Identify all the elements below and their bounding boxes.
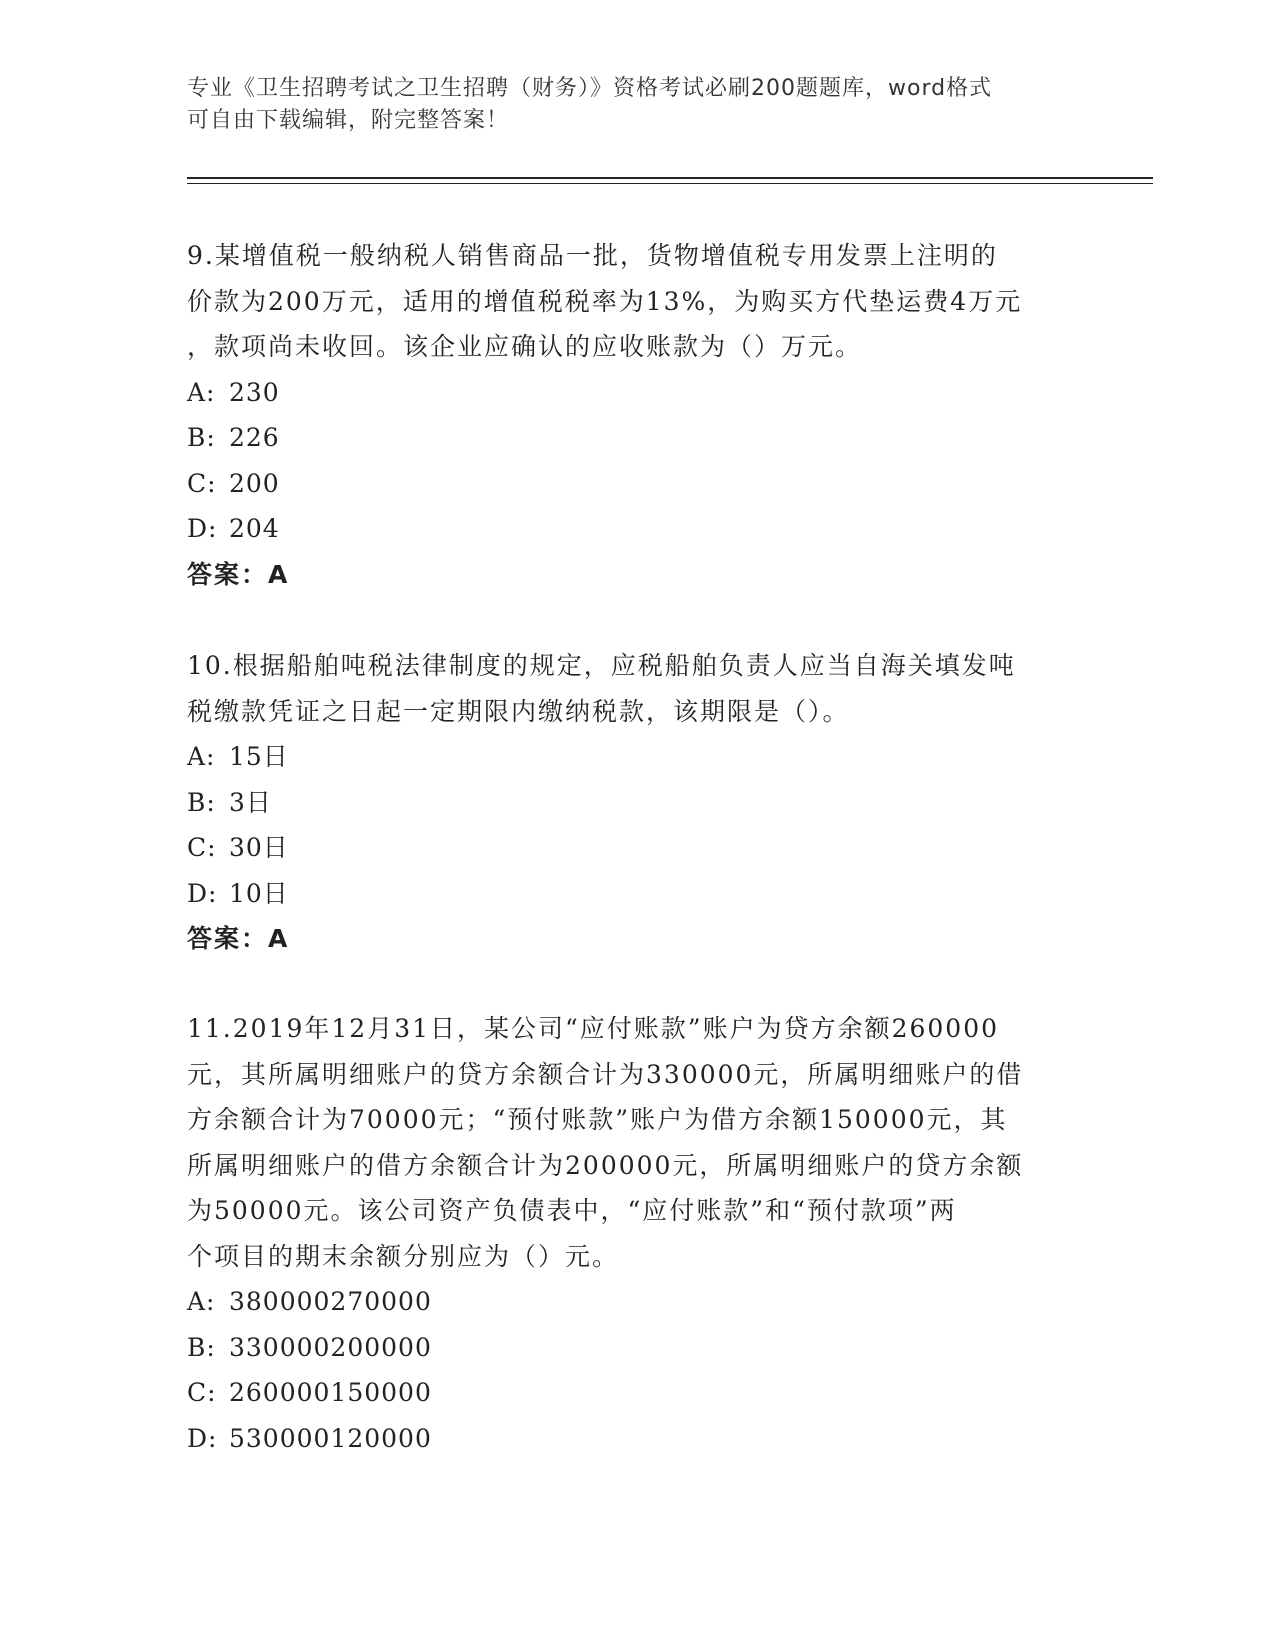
option-c <box>187 1370 1087 1416</box>
option-d <box>187 506 1087 552</box>
option-a <box>187 734 1087 780</box>
option-label: A: <box>187 1287 216 1316</box>
question-text-line: 9.某增值税一般纳税人销售商品一批，货物增值税专用发票上注明的 <box>187 241 998 270</box>
question-10 <box>187 643 1087 962</box>
option-value: 30日 <box>229 833 289 862</box>
option-label: A: <box>187 377 216 407</box>
option-value: 10日 <box>229 878 289 908</box>
question-text-line: 方余额合计为70000元；“预付账款”账户为借方余额150000元，其 <box>187 1105 1008 1134</box>
option-label: C: <box>187 833 217 862</box>
option-value: 380000270000 <box>229 1287 432 1316</box>
question-text-line: 所属明细账户的借方余额合计为200000元，所属明细账户的贷方余额 <box>187 1150 1024 1180</box>
option-label: B: <box>187 1332 216 1362</box>
option-d <box>187 1416 1087 1462</box>
option-label: B: <box>187 423 216 452</box>
option-label: B: <box>187 787 216 817</box>
option-c <box>187 825 1087 871</box>
option-a <box>187 1279 1087 1325</box>
option-value: 260000150000 <box>229 1378 432 1407</box>
answer-text: 答案：A <box>187 924 290 953</box>
option-value: 15日 <box>229 742 289 771</box>
option-value: 3日 <box>229 787 272 817</box>
option-b <box>187 780 1087 826</box>
option-value: 226 <box>229 423 280 452</box>
question-text-line: 元，其所属明细账户的贷方余额合计为330000元，所属明细账户的借 <box>187 1059 1024 1089</box>
option-label: A: <box>187 742 216 771</box>
option-label: C: <box>187 1378 217 1407</box>
option-label: D: <box>187 514 218 543</box>
question-text-line: ，款项尚未收回。该企业应确认的应收账款为（）万元。 <box>187 332 863 361</box>
question-text-line: 个项目的期末余额分别应为（）元。 <box>187 1241 620 1271</box>
header-divider-thick <box>187 177 1153 179</box>
question-text-line: 为50000元。该公司资产负债表中，“应付账款”和“预付款项”两 <box>187 1196 957 1225</box>
document-header <box>187 73 1087 137</box>
option-label: D: <box>187 1423 218 1453</box>
option-value: 204 <box>229 514 280 543</box>
option-d <box>187 871 1087 917</box>
question-text-line: 价款为200万元，适用的增值税税率为13%，为购买方代垫运费4万元 <box>187 286 1023 316</box>
option-label: C: <box>187 468 217 498</box>
header-divider-thin <box>187 183 1153 184</box>
header-line-1: 专业《卫生招聘考试之卫生招聘（财务）》资格考试必刷200题题库，word格式 <box>187 76 993 101</box>
option-value: 230 <box>229 377 280 407</box>
option-value: 200 <box>229 468 280 498</box>
option-a <box>187 370 1087 416</box>
option-label: D: <box>187 878 218 908</box>
option-value: 530000120000 <box>229 1423 432 1453</box>
answer-text: 答案：A <box>187 559 290 589</box>
question-11 <box>187 1006 1087 1461</box>
option-c <box>187 461 1087 507</box>
option-b <box>187 1325 1087 1371</box>
question-9 <box>187 233 1087 597</box>
option-value: 330000200000 <box>229 1332 432 1362</box>
question-text-line: 11.2019年12月31日，某公司“应付账款”账户为贷方余额260000 <box>187 1014 1000 1043</box>
option-b <box>187 415 1087 461</box>
header-line-2: 可自由下载编辑，附完整答案！ <box>187 108 510 133</box>
question-text-line: 10.根据船舶吨税法律制度的规定，应税船舶负责人应当自海关填发吨 <box>187 651 1016 680</box>
question-text-line: 税缴款凭证之日起一定期限内缴纳税款，该期限是（）。 <box>187 696 850 726</box>
